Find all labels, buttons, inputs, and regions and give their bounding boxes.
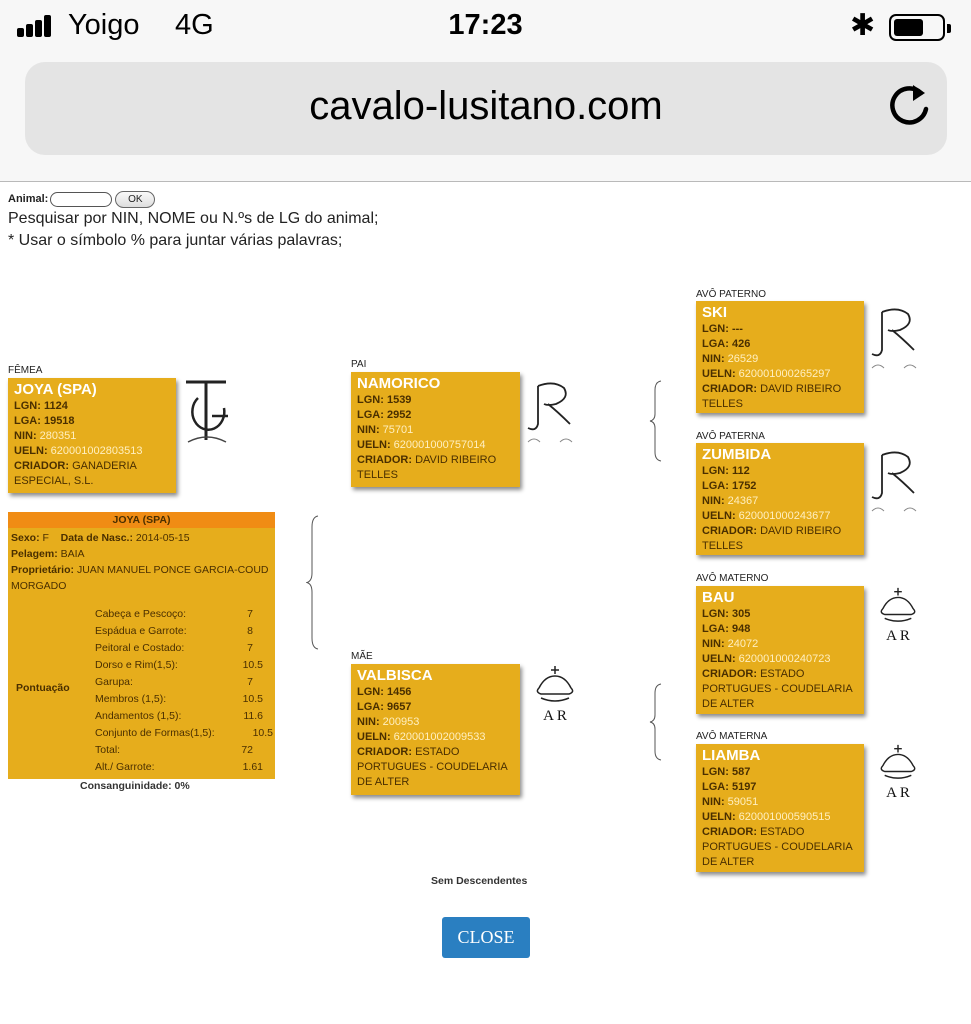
brace-maternal <box>649 683 663 761</box>
grandparent-card[interactable]: LIAMBA LGN: 587 LGA: 5197 NIN: 59051 UELN: 620001000590515 CRIADOR: ESTADO PORTUGUES - COUDELARIA DE ALTER <box>696 744 864 872</box>
gp-role-label: AVÔ PATERNA <box>696 431 765 442</box>
consanguinidade-text: Consanguinidade: 0% <box>80 780 190 792</box>
animal-label: Animal: <box>8 193 49 205</box>
crown-ar-logo <box>875 743 921 813</box>
r-brand-logo <box>868 304 920 372</box>
address-bar[interactable] <box>25 62 947 155</box>
reload-icon[interactable] <box>883 79 935 133</box>
sire-nin: 75701 <box>382 424 414 436</box>
grandparent-name: ZUMBIDA <box>702 446 772 463</box>
breeder-brand-logo <box>180 378 235 448</box>
grandparent-name: LIAMBA <box>702 747 761 764</box>
animal-card[interactable]: JOYA (SPA) LGN: 1124 LGA: 19518 NIN: 280351 UELN: 620001002803513 CRIADOR: GANADERIA ESPECIAL, S.L. <box>8 378 176 493</box>
crown-ar-logo <box>531 664 579 734</box>
dam-role-label: MÃE <box>351 651 373 662</box>
network-type: 4G <box>175 9 214 41</box>
dam-card[interactable]: VALBISCA LGN: 1456 LGA: 9657 NIN: 200953 UELN: 620001002009533 CRIADOR: ESTADO PORTUGUES - COUDELARIA DE ALTER <box>351 664 520 795</box>
sire-ueln: 620001000757014 <box>393 439 486 451</box>
crown-icon <box>875 586 921 624</box>
score-row: Conjunto de Formas(1,5): 10.5 <box>95 727 273 739</box>
r-brand-logo <box>524 378 576 446</box>
score-row: Dorso e Rim(1,5): 10.5 <box>95 659 263 671</box>
score-row: Garupa: 7 <box>95 676 253 688</box>
crown-icon <box>875 743 921 781</box>
score-row: Andamentos (1,5): 11.6 <box>95 710 263 722</box>
detail-owner: JUAN MANUEL PONCE GARCIA-COUD MORGADO <box>11 564 269 592</box>
animal-lgn: 1124 <box>43 400 68 412</box>
search-hint-1: Pesquisar por NIN, NOME ou N.ºs de LG do animal; <box>8 210 379 227</box>
ar-letters: A R <box>543 708 567 724</box>
dam-lga: 9657 <box>386 701 412 713</box>
dam-lgn: 1456 <box>386 686 412 698</box>
url-text: cavalo-lusitano.com <box>309 84 663 128</box>
sire-role-label: PAI <box>351 359 367 370</box>
brace-paternal <box>649 380 663 462</box>
ar-letters: A R <box>886 628 910 644</box>
grandparent-card[interactable]: SKI LGN: --- LGA: 426 NIN: 26529 UELN: 620001000265297 CRIADOR: DAVID RIBEIRO TELLES <box>696 301 864 413</box>
crown-icon <box>531 664 579 704</box>
sire-card[interactable]: NAMORICO LGN: 1539 LGA: 2952 NIN: 75701 UELN: 620001000757014 CRIADOR: DAVID RIBEIRO TELLES <box>351 372 520 487</box>
sire-lga: 2952 <box>386 409 412 421</box>
sire-criador: DAVID RIBEIRO TELLES <box>357 454 497 481</box>
grandparent-card[interactable]: ZUMBIDA LGN: 112 LGA: 1752 NIN: 24367 UELN: 620001000243677 CRIADOR: DAVID RIBEIRO TELLES <box>696 443 864 555</box>
pontuacao-label: Pontuação <box>16 682 70 694</box>
grandparent-name: SKI <box>702 304 728 321</box>
score-row: Membros (1,5): 10.5 <box>95 693 263 705</box>
score-row: Espádua e Garrote: 8 <box>95 625 253 637</box>
search-hint-2: * Usar o símbolo % para juntar várias palavras; <box>8 232 343 249</box>
grandparent-card[interactable]: BAU LGN: 305 LGA: 948 NIN: 24072 UELN: 620001000240723 CRIADOR: ESTADO PORTUGUES - COUDELARIA DE ALTER <box>696 586 864 714</box>
animal-role-label: FÊMEA <box>8 365 43 376</box>
battery-icon <box>889 14 945 41</box>
carrier-name: Yoigo <box>68 9 140 41</box>
dam-nin: 200953 <box>382 716 420 728</box>
grandparent-name: BAU <box>702 589 735 606</box>
search-area <box>8 190 378 252</box>
brace-parents <box>306 515 320 650</box>
detail-pelagem: BAIA <box>60 548 85 560</box>
animal-detail-box: JOYA (SPA) Sexo: F Data de Nasc.: 2014-05-15 Pelagem: BAIA Proprietário: JUAN MANUEL PONCE GARCIA-COUD MORGADO Pontuação Cabeça e Pescoço: 7 Espádua e Garrote: 8 Peitoral e Costado: 7 Dorso e Rim(1,5): 10.5 Garupa: 7 Membros (1,5): 10.5 Andamentos (1,5): 11.6 Conjunto de Formas(1,5): 10.5 Total: 72 Alt./ Garrote: 1.61 <box>8 512 275 779</box>
browser-chrome <box>0 0 971 182</box>
animal-search-input[interactable] <box>50 192 112 207</box>
ar-letters: A R <box>886 785 910 801</box>
sire-lgn: 1539 <box>386 394 412 406</box>
detail-birthdate: 2014-05-15 <box>135 532 190 544</box>
ok-button[interactable]: OK <box>115 191 155 208</box>
detail-sexo: F <box>42 532 49 544</box>
close-button[interactable]: CLOSE <box>442 917 530 958</box>
detail-title: JOYA (SPA) <box>8 512 275 528</box>
dam-ueln: 620001002009533 <box>393 731 486 743</box>
status-bar <box>0 0 971 54</box>
bluetooth-icon: ✱ <box>850 9 876 42</box>
animal-lga: 19518 <box>43 415 75 427</box>
animal-ueln: 620001002803513 <box>50 445 143 457</box>
score-row: Alt./ Garrote: 1.61 <box>95 761 263 773</box>
animal-criador: GANADERIA ESPECIAL, S.L. <box>14 460 137 487</box>
r-brand-logo <box>868 447 920 515</box>
gp-role-label: AVÔ MATERNA <box>696 731 768 742</box>
sire-name: NAMORICO <box>357 375 441 392</box>
gp-role-label: AVÔ MATERNO <box>696 573 769 584</box>
animal-name: JOYA (SPA) <box>14 381 97 398</box>
clock: 17:23 <box>448 9 523 41</box>
gp-role-label: AVÔ PATERNO <box>696 289 767 300</box>
score-row: Peitoral e Costado: 7 <box>95 642 253 654</box>
crown-ar-logo <box>875 586 921 656</box>
score-row: Cabeça e Pescoço: 7 <box>95 608 253 620</box>
dam-name: VALBISCA <box>357 667 433 684</box>
score-row: Total: 72 <box>95 744 253 756</box>
no-descendants-text: Sem Descendentes <box>431 875 528 887</box>
animal-nin: 280351 <box>39 430 77 442</box>
dam-criador: ESTADO PORTUGUES - COUDELARIA DE ALTER <box>357 746 508 788</box>
